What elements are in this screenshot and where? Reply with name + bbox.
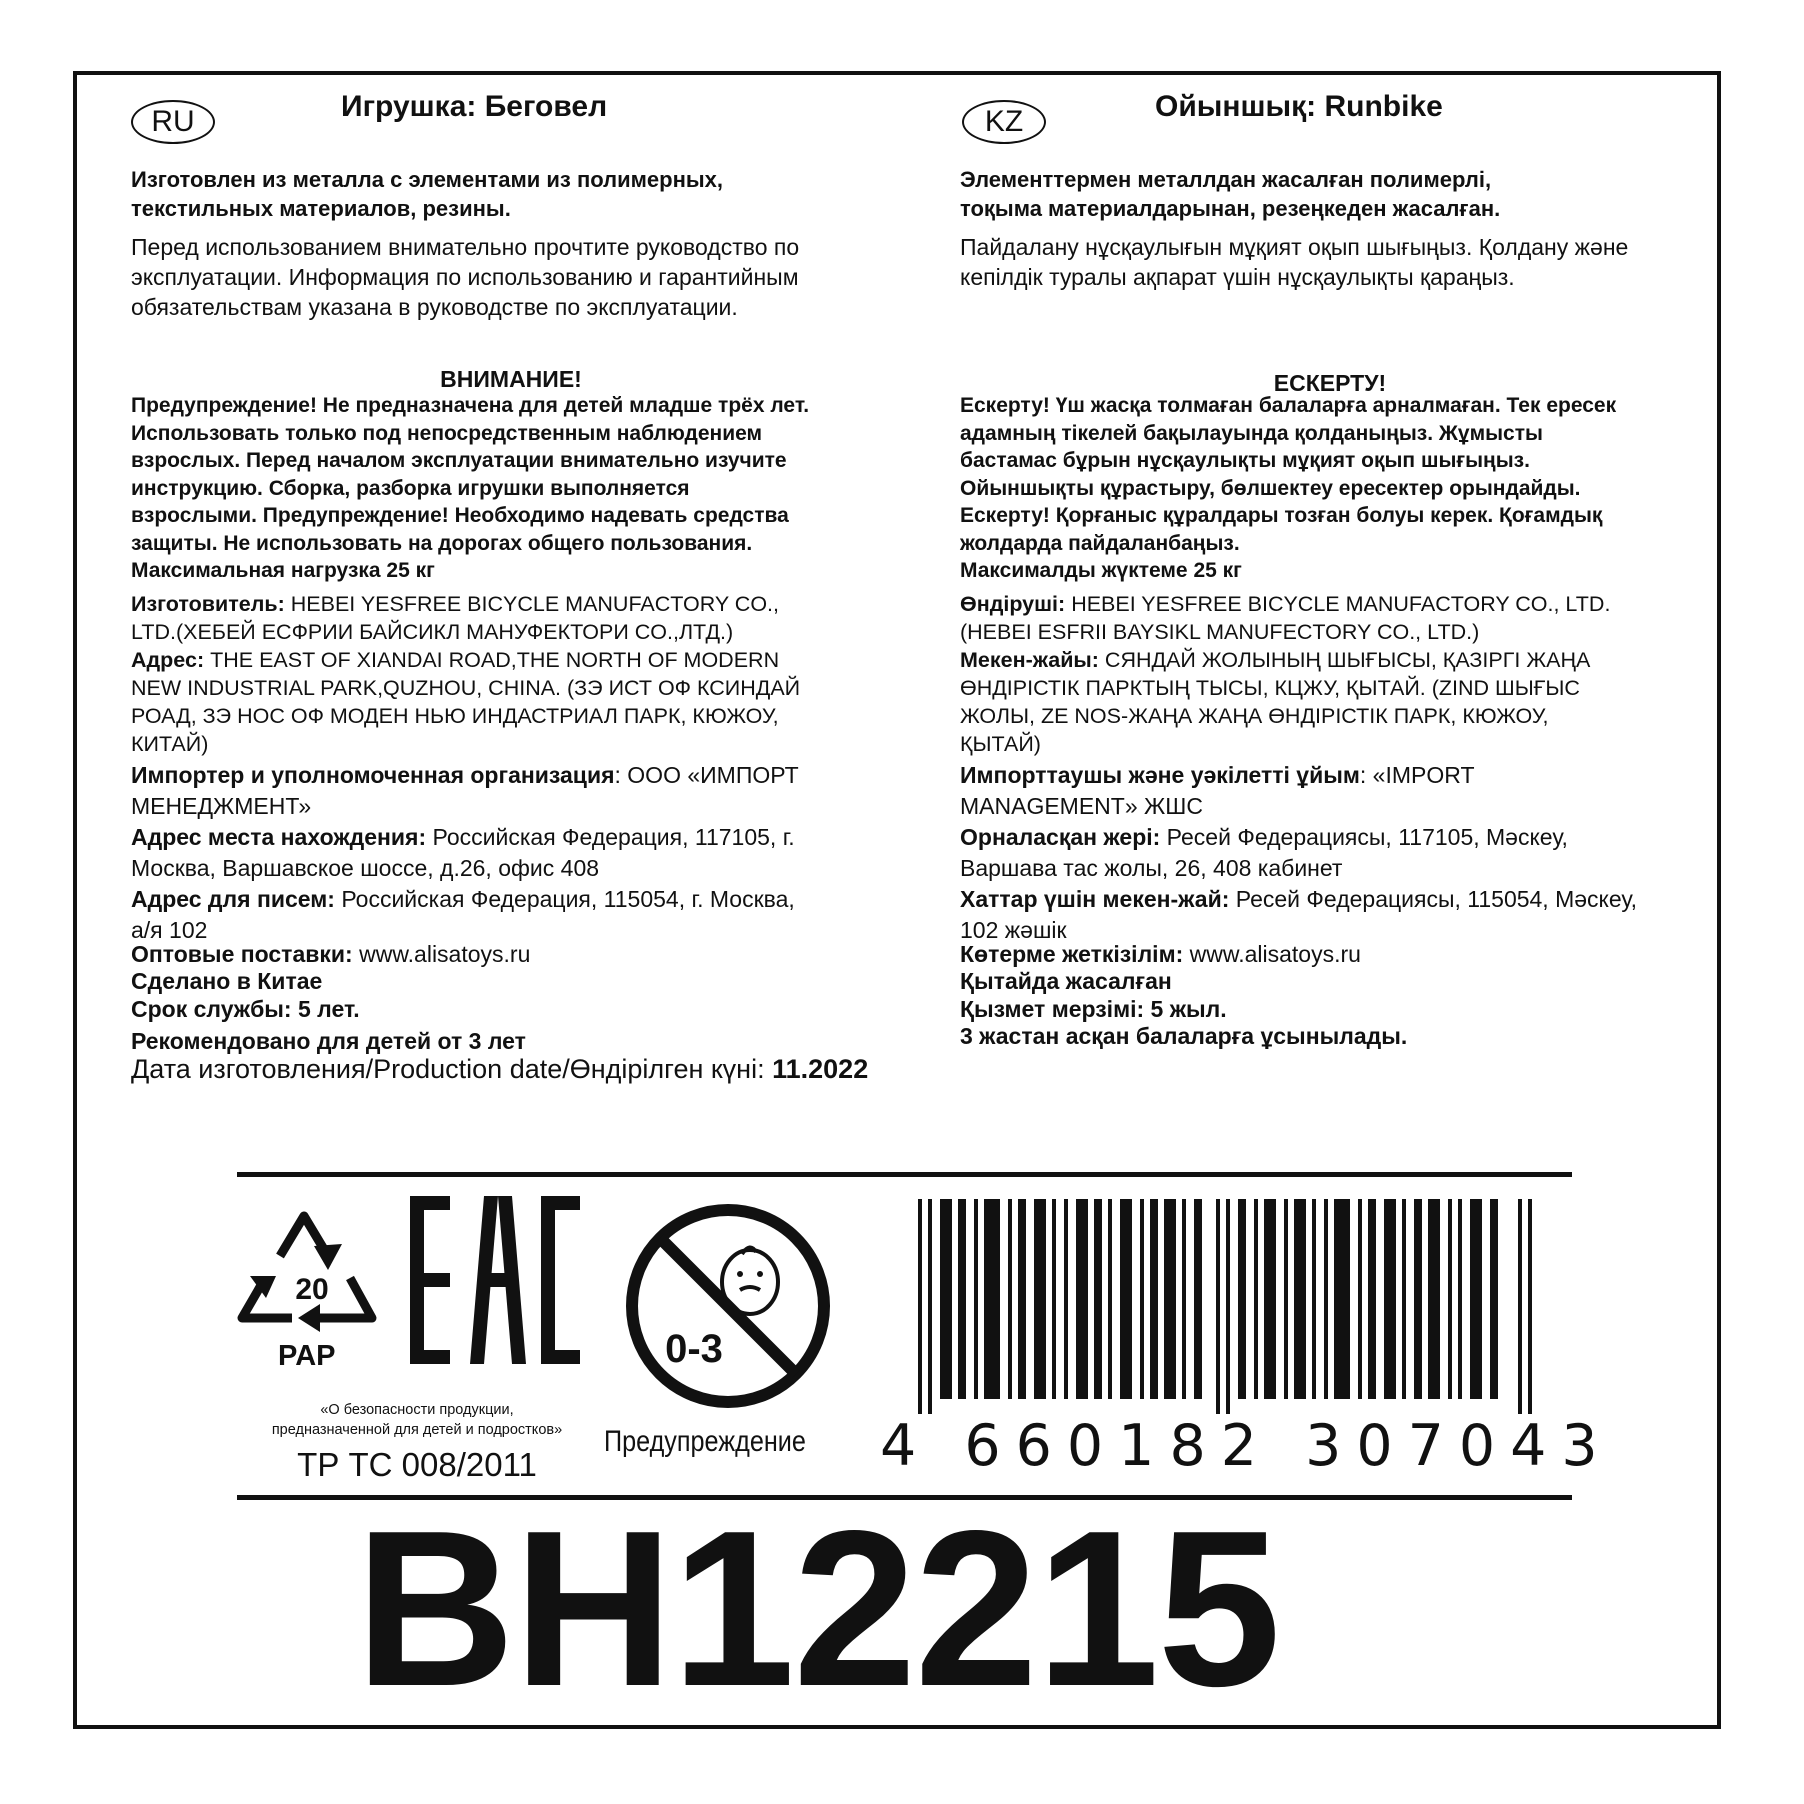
ru-materials: Изготовлен из металла с элементами из полимерных, текстильных материалов, резины. (131, 167, 724, 221)
kz-mail-address: Хаттар үшін мекен-жай: Ресей Федерациясы, 115054, Мәскеу, 102 жәшік (960, 886, 1637, 943)
kz-materials: Элементтермен металлдан жасалған полимерлі, тоқыма материалдарынан, резеңкеден жасалған. (960, 167, 1501, 221)
recycle-icon (232, 1196, 382, 1336)
article-code: BH12215 (355, 1485, 1279, 1733)
kz-importer: Импорттаушы және уәкілетті ұйым: «IMPORT MANAGEMENT» ЖШС (960, 762, 1475, 819)
ru-service-life: Срок службы: 5 лет. (131, 996, 360, 1022)
kz-language-badge: KZ (962, 100, 1046, 144)
kz-address: Мекен-жайы: СЯНДАЙ ЖОЛЫНЫҢ ШЫҒЫСЫ, ҚАЗІРГІ ЖАҢА ӨНДІРІСТІК ПАРКТЫҢ ТЫСЫ, КЦЖУ, ҚЫТАЙ. (ZIND ШЫҒЫС ЖОЛЫ, ZE NOS-ЖАҢА ЖАҢА ӨНДІРІСТІК ПАРК, КЮЖОУ, ҚЫТАЙ) (960, 648, 1591, 756)
ru-made-in: Сделано в Китае (131, 968, 323, 994)
kz-made-in: Қытайда жасалған (960, 968, 1172, 994)
kz-recommended-age: 3 жастан асқан балаларға ұсынылады. (960, 1023, 1408, 1049)
barcode (918, 1199, 1540, 1414)
kz-wholesale: Көтерме жеткізілім: www.alisatoys.ru (960, 941, 1361, 967)
top-divider (237, 1172, 1572, 1177)
ru-warning-text: Предупреждение! Не предназначена для детей младше трёх лет. Использовать только под непосредственным наблюдением взрослых. Перед началом эксплуатации внимательно изучите инструкцию. Сборка, разборка игрушки выполняется взрослыми. Предупреждение! Необходимо надевать средства защиты. Не использовать на дорогах общего пользования. Максимальная нагрузка 25 кг (131, 394, 810, 582)
age-restriction-icon (622, 1200, 834, 1412)
ru-address: Адрес: THE EAST OF XIANDAI ROAD,THE NORTH OF MODERN NEW INDUSTRIAL PARK,QUZHOU, CHINA. (ЗЭ ИСТ ОФ КСИНДАЙ РОАД, ЗЭ НОС ОФ МОДЕН НЬЮ ИНДАСТРИАЛ ПАРК, КЮЖОУ, КИТАЙ) (131, 648, 801, 756)
kz-manufacturer: Өндіруші: HEBEI YESFREE BICYCLE MANUFACTORY CO., LTD. (HEBEI ESFRII BAYSIKL MANUFECTORY CO., LTD.) (960, 592, 1611, 644)
recycle-number: 20 (295, 1273, 329, 1306)
eac-mark-icon (410, 1196, 580, 1364)
ru-production-date: Дата изготовления/Production date/Өндірілген күні: 11.2022 (131, 1054, 869, 1084)
ru-recommended-age: Рекомендовано для детей от 3 лет (131, 1028, 526, 1054)
kz-location: Орналасқан жері: Ресей Федерациясы, 117105, Мәскеу, Варшава тас жолы, 26, 408 кабинет (960, 824, 1568, 881)
ru-manufacturer: Изготовитель: HEBEI YESFREE BICYCLE MANUFACTORY CO., LTD.(ХЕБЕЙ ЕСФРИИ БАЙСИКЛ МАНУФЕКТОРИ CO.,ЛТД.) (131, 592, 779, 644)
kz-service-life: Қызмет мерзімі: 5 жыл. (960, 996, 1227, 1022)
kz-product-title: Ойыншық: Runbike (1155, 90, 1443, 123)
kz-warning-heading: ЕСКЕРТУ! (1273, 370, 1387, 396)
tr-regulation-note: «О безопасности продукции, предназначенной для детей и подростков» (271, 1402, 563, 1438)
ru-language-badge: RU (131, 100, 215, 144)
kz-warning-text: Ескерту! Үш жасқа толмаған балаларға арналмаған. Тек ересек адамның тікелей бақылауында қолданыңыз. Жұмысты бастамас бұрын нұсқаулықты мұқият оқып шығыңыз. Ойыншықты құрастыру, бөлшектеу ересектер орындайды. Ескерту! Қорғаныс құралдары тозған болуы керек. Қоғамдық жолдарда пайдаланбаңыз. Максималды жүктеме 25 кг (960, 394, 1617, 582)
recycle-material-code: PAP (278, 1340, 336, 1372)
age-warning-caption: Предупреждение (604, 1425, 806, 1458)
barcode-digits: 4 660182 307043 (880, 1413, 1613, 1479)
age-range-label: 0-3 (665, 1327, 723, 1371)
ru-location: Адрес места нахождения: Российская Федерация, 117105, г. Москва, Варшавское шоссе, д.26, офис 408 (131, 824, 795, 881)
ru-importer: Импортер и уполномоченная организация: ООО «ИМПОРТ МЕНЕДЖМЕНТ» (131, 762, 799, 819)
ru-warning-heading: ВНИМАНИЕ! (440, 366, 582, 392)
ru-product-title: Игрушка: Беговел (341, 90, 608, 123)
ru-instructions: Перед использованием внимательно прочтите руководство по эксплуатации. Информация по использованию и гарантийным обязательствам указана в руководстве по эксплуатации. (131, 234, 800, 320)
ru-wholesale: Оптовые поставки: www.alisatoys.ru (131, 941, 531, 967)
tr-regulation-code: ТР ТС 008/2011 (297, 1446, 537, 1483)
kz-instructions: Пайдалану нұсқаулығын мұқият оқып шығыңыз. Қолдану және кепілдік туралы ақпарат үшін нұсқаулықты қараңыз. (960, 234, 1629, 290)
ru-mail-address: Адрес для писем: Российская Федерация, 115054, г. Москва, а/я 102 (131, 886, 795, 943)
